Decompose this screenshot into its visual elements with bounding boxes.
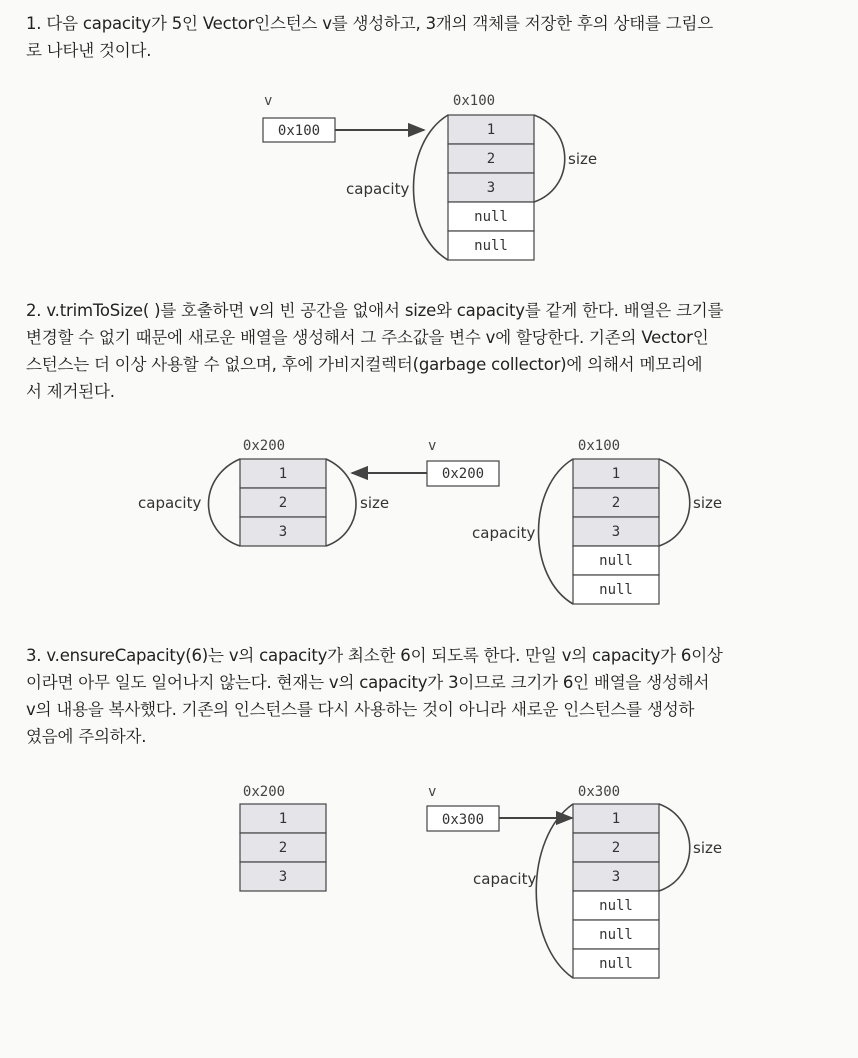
variable-name-label: v: [428, 784, 437, 800]
paragraph-line: 변경할 수 없기 때문에 새로운 배열을 생성해서 그 주소값을 변수 v에 할당한다. 기존의 Vector인: [26, 328, 709, 347]
figure-1-vector-diagram: [0, 88, 858, 268]
paragraph-line: 이라면 아무 일도 일어나지 않는다. 현재는 v의 capacity가 3이므로 크기가 6인 배열을 생성해서: [26, 673, 710, 692]
paragraph-line: 스턴스는 더 이상 사용할 수 없으며, 후에 가비지컬렉터(garbage collector)에 의해서 메모리에: [26, 355, 703, 374]
paragraph-line: 1. 다음 capacity가 5인 Vector인스턴스 v를 생성하고, 3개의 객체를 저장한 후의 상태를 그림으: [26, 14, 713, 33]
array-cell-value: 1: [278, 811, 288, 827]
array-cell-value: 2: [278, 495, 288, 511]
array-cells: [448, 115, 534, 260]
size-bracket: [326, 459, 356, 546]
capacity-bracket: [539, 459, 574, 604]
size-bracket: [659, 459, 690, 546]
old-array-address-label: 0x100: [577, 438, 621, 454]
paragraph-1: [26, 10, 838, 64]
array-cell-value: null: [599, 927, 633, 943]
figure-2-trim-to-size-diagram: [0, 432, 858, 612]
variable-value: 0x100: [277, 123, 321, 139]
variable-value: 0x300: [441, 812, 485, 828]
capacity-bracket: [414, 115, 449, 260]
size-label: size: [693, 494, 723, 512]
array-cell-value: 3: [486, 180, 496, 196]
size-bracket: [534, 115, 565, 202]
capacity-label: capacity: [473, 870, 537, 888]
paragraph-3: [26, 642, 838, 750]
size-bracket: [659, 804, 690, 891]
array-cell-value: null: [474, 209, 508, 225]
array-address-label: 0x100: [452, 93, 496, 109]
array-cell-value: 2: [611, 840, 621, 856]
array-cell-value: 3: [611, 869, 621, 885]
array-cell-value: 2: [486, 151, 496, 167]
capacity-bracket: [209, 459, 241, 546]
array-cell-value: null: [599, 582, 633, 598]
variable-name-label: v: [264, 93, 273, 109]
size-label: size: [360, 494, 390, 512]
paragraph-line: 2. v.trimToSize( )를 호출하면 v의 빈 공간을 없애서 size와 capacity를 같게 한다. 배열은 크기를: [26, 301, 724, 320]
array-cell-value: 3: [278, 869, 288, 885]
array-cell-value: null: [599, 898, 633, 914]
array-cell-value: null: [599, 956, 633, 972]
capacity-label: capacity: [472, 524, 536, 542]
paragraph-line: 였음에 주의하자.: [26, 727, 147, 746]
variable-value: 0x200: [441, 466, 485, 482]
capacity-bracket: [536, 804, 573, 978]
array-cell-value: 3: [278, 524, 288, 540]
paragraph-line: 3. v.ensureCapacity(6)는 v의 capacity가 최소한 6이 되도록 한다. 만일 v의 capacity가 6이상: [26, 646, 723, 665]
array-cell-value: 2: [611, 495, 621, 511]
new-array-address-label: 0x200: [242, 438, 286, 454]
array-cell-value: 1: [278, 466, 288, 482]
array-cell-value: 1: [611, 811, 621, 827]
array-cell-value: null: [474, 238, 508, 254]
array-cell-value: 1: [611, 466, 621, 482]
size-label: size: [568, 150, 598, 168]
variable-name-label: v: [428, 438, 437, 454]
array-cell-value: 3: [611, 524, 621, 540]
array-cell-value: 1: [486, 122, 496, 138]
paragraph-line: 서 제거된다.: [26, 382, 115, 401]
paragraph-2: [26, 297, 838, 405]
capacity-label: capacity: [346, 180, 410, 198]
size-label: size: [693, 839, 723, 857]
array-cell-value: 2: [278, 840, 288, 856]
array-cell-value: null: [599, 553, 633, 569]
figure-3-ensure-capacity-diagram: [0, 776, 858, 996]
capacity-label: capacity: [138, 494, 202, 512]
old-array-address-label: 0x200: [242, 784, 286, 800]
paragraph-line: 로 나타낸 것이다.: [26, 41, 152, 60]
new-array-address-label: 0x300: [577, 784, 621, 800]
paragraph-line: v의 내용을 복사했다. 기존의 인스턴스를 다시 사용하는 것이 아니라 새로운 인스턴스를 생성하: [26, 700, 695, 719]
